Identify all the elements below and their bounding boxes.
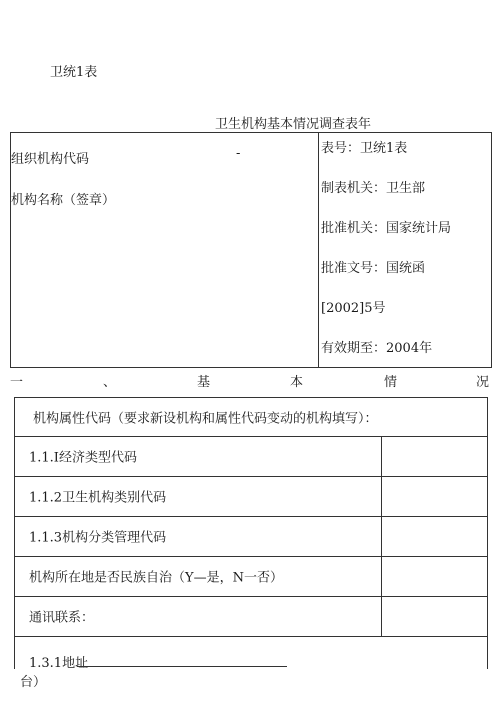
- org-code-dash: -: [236, 146, 241, 161]
- valid-until: 有效期至：2004年: [321, 341, 433, 356]
- form-number: 表号：卫统1表: [321, 141, 408, 156]
- section-heading-char: 基: [197, 375, 211, 390]
- attribute-code-row: [15, 398, 487, 437]
- section-heading-char: 况: [476, 375, 490, 390]
- issuing-authority: 制表机关：卫生部: [321, 181, 426, 196]
- approval-doc-number: 批准文号：国统函: [321, 261, 426, 276]
- trailing-text: 台）: [20, 675, 47, 690]
- ethnic-autonomy-row: [15, 556, 487, 597]
- address-label: 1.3.1地址: [29, 656, 89, 671]
- contact-field[interactable]: [381, 596, 382, 636]
- contact-label: 通讯联系：: [29, 610, 95, 626]
- ethnic-autonomy-field[interactable]: [381, 556, 382, 596]
- section-heading-char: 本: [290, 375, 304, 390]
- section-heading-char: 情: [384, 375, 398, 390]
- economic-type-row: [15, 436, 487, 477]
- basic-info-table: [14, 397, 488, 669]
- address-row: [15, 636, 487, 670]
- header-divider: [318, 133, 319, 367]
- economic-type-label: 1.1.I经济类型代码: [29, 450, 137, 466]
- management-code-label: 1.1.3机构分类管理代码: [29, 530, 167, 546]
- economic-type-field[interactable]: [381, 436, 382, 476]
- management-code-field[interactable]: [381, 516, 382, 556]
- section-heading: [10, 371, 492, 389]
- address-input-line[interactable]: [77, 666, 287, 667]
- section-heading-char: 、: [103, 375, 117, 390]
- form-label: 卫统1表: [50, 65, 98, 80]
- org-code-label: 组织机构代码: [11, 152, 90, 167]
- contact-row: [15, 596, 487, 637]
- attribute-code-label: 机构属性代码（要求新设机构和属性代码变动的机构填写）：: [33, 411, 378, 427]
- institution-category-row: [15, 476, 487, 517]
- approval-doc-number-cont: [2002]5号: [321, 301, 386, 316]
- document-title: 卫生机构基本情况调查表年: [215, 117, 372, 132]
- header-box: [10, 132, 492, 368]
- approval-authority: 批准机关：国家统计局: [321, 221, 452, 236]
- institution-category-label: 1.1.2卫生机构类别代码: [29, 490, 167, 506]
- section-heading-char: 一: [10, 375, 24, 390]
- ethnic-autonomy-label: 机构所在地是否民族自治（Y—是，N一否）: [29, 570, 283, 586]
- management-code-row: [15, 516, 487, 557]
- org-name-label: 机构名称（签章）: [11, 193, 116, 208]
- institution-category-field[interactable]: [381, 476, 382, 516]
